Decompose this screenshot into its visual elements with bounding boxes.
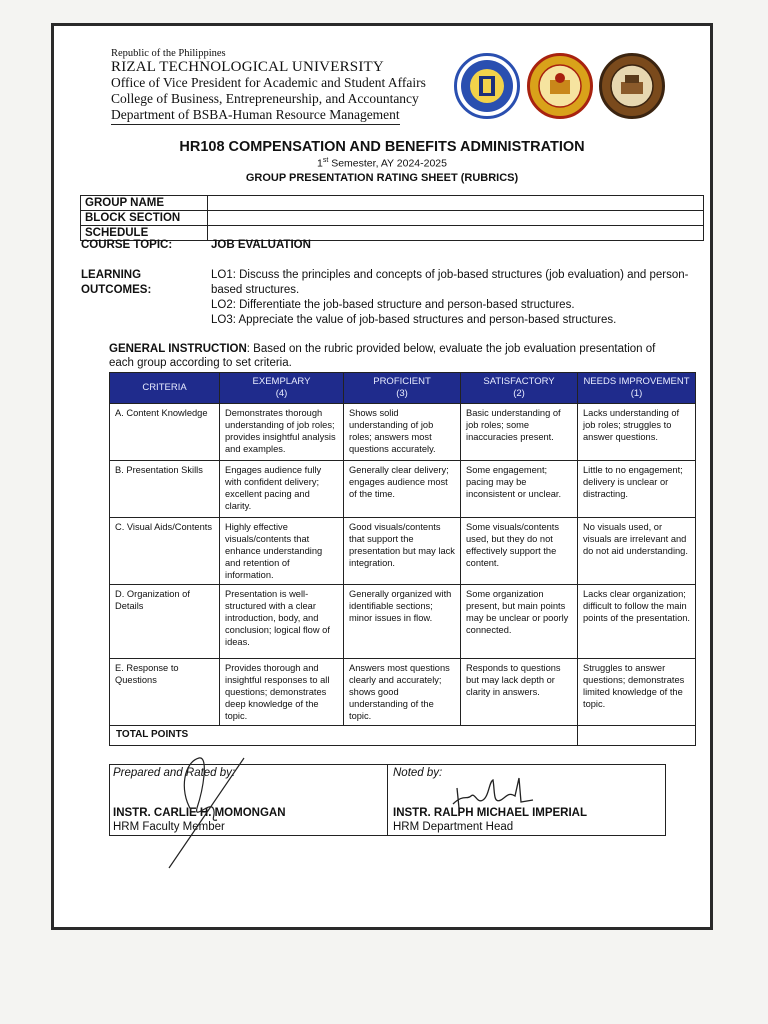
info-row-block-section bbox=[81, 211, 704, 226]
exemplary-cell: Demonstrates thorough understanding of job roles; provides insightful analysis and examples. bbox=[220, 404, 344, 461]
noted-by-label: Noted by: bbox=[393, 767, 443, 779]
needs-improvement-cell: Little to no engagement; delivery is unclear or distracting. bbox=[578, 461, 696, 518]
rubric-table bbox=[109, 372, 696, 746]
rubric-row-content bbox=[110, 404, 696, 461]
needs-improvement-cell: No visuals used, or visuals are irrelevant and do not aid understanding. bbox=[578, 518, 696, 585]
semester-text: Semester, AY 2024-2025 bbox=[328, 157, 447, 170]
proficient-cell: Shows solid understanding of job roles; answers most questions accurately. bbox=[344, 404, 461, 461]
satisfactory-cell: Responds to questions but may lack depth or clarity in answers. bbox=[461, 659, 578, 726]
exemplary-cell: Engages audience fully with confident delivery; excellent pacing and clarity. bbox=[220, 461, 344, 518]
rubric-header-row bbox=[110, 373, 696, 404]
semester-number: 1 bbox=[317, 157, 323, 170]
criteria-cell: C. Visual Aids/Contents bbox=[110, 518, 220, 585]
header-proficient: PROFICIENT (3) bbox=[344, 373, 461, 404]
exemplary-cell: Provides thorough and insightful responses to all questions; demonstrates deep knowledge of the topic. bbox=[220, 659, 344, 726]
semester-suffix: st bbox=[322, 157, 329, 164]
lo1-line-1: LO1: Discuss the principles and concepts of job-based structures (job evaluation) and person- bbox=[211, 269, 689, 281]
course-title: HR108 COMPENSATION AND BENEFITS ADMINISTRATION bbox=[179, 139, 585, 155]
prepared-by-title: HRM Faculty Member bbox=[113, 821, 225, 833]
group-name-field[interactable] bbox=[208, 196, 704, 211]
college-line: College of Business, Entrepreneurship, and Accountancy bbox=[111, 91, 419, 106]
exemplary-cell: Presentation is well-structured with a clear introduction, body, and conclusion; logical flow of ideas. bbox=[220, 585, 344, 659]
header-needs-improvement: NEEDS IMPROVEMENT (1) bbox=[578, 373, 696, 404]
info-row-schedule bbox=[81, 226, 704, 241]
block-section-label: BLOCK SECTION bbox=[81, 211, 208, 226]
total-points-field[interactable] bbox=[578, 726, 696, 746]
noted-by-title: HRM Department Head bbox=[393, 821, 514, 833]
prepared-by-signature-icon bbox=[139, 750, 259, 872]
satisfactory-cell: Some visuals/contents used, but they do not effectively support the content. bbox=[461, 518, 578, 585]
satisfactory-cell: Some organization present, but main points may be unclear or poorly connected. bbox=[461, 585, 578, 659]
rubric-row-organization bbox=[110, 585, 696, 659]
criteria-cell: B. Presentation Skills bbox=[110, 461, 220, 518]
rubric-total-row bbox=[110, 726, 696, 746]
noted-by-signature-icon bbox=[449, 774, 539, 814]
learning-outcomes-label-1: LEARNING bbox=[81, 269, 142, 281]
lo2-line: LO2: Differentiate the job-based structure and person-based structures. bbox=[211, 299, 575, 311]
needs-improvement-cell: Struggles to answer questions; demonstrates limited knowledge of the topic. bbox=[578, 659, 696, 726]
course-topic-value: JOB EVALUATION bbox=[211, 239, 311, 251]
group-info-table bbox=[80, 195, 704, 241]
block-section-field[interactable] bbox=[208, 211, 704, 226]
proficient-cell: Generally clear delivery; engages audience most of the time. bbox=[344, 461, 461, 518]
lo3-line: LO3: Appreciate the value of job-based structures and person-based structures. bbox=[211, 314, 617, 326]
exemplary-cell: Highly effective visuals/contents that enhance understanding and retention of information. bbox=[220, 518, 344, 585]
prepared-by-name: INSTR. CARLIE H. MOMONGAN bbox=[113, 807, 286, 819]
department-line: Department of BSBA-Human Resource Management bbox=[111, 107, 400, 125]
info-row-group-name bbox=[81, 196, 704, 211]
instruction-text: : Based on the rubric provided below, evaluate the job evaluation presentation of each group according to set criteria. bbox=[109, 343, 656, 369]
department-seal-icon bbox=[599, 53, 665, 119]
general-instruction bbox=[109, 342, 669, 370]
total-points-label: TOTAL POINTS bbox=[110, 726, 578, 746]
header-satisfactory: SATISFACTORY (2) bbox=[461, 373, 578, 404]
proficient-cell: Good visuals/contents that support the presentation but may lack integration. bbox=[344, 518, 461, 585]
course-topic-label: COURSE TOPIC: bbox=[81, 239, 173, 251]
proficient-cell: Generally organized with identifiable sections; minor issues in flow. bbox=[344, 585, 461, 659]
needs-improvement-cell: Lacks clear organization; difficult to follow the main points of the presentation. bbox=[578, 585, 696, 659]
satisfactory-cell: Some engagement; pacing may be inconsistent or unclear. bbox=[461, 461, 578, 518]
rtu-seal-icon bbox=[454, 53, 520, 119]
header-exemplary: EXEMPLARY (4) bbox=[220, 373, 344, 404]
proficient-cell: Answers most questions clearly and accurately; shows good understanding of the topic. bbox=[344, 659, 461, 726]
instruction-heading: GENERAL INSTRUCTION bbox=[109, 343, 247, 355]
satisfactory-cell: Basic understanding of job roles; some inaccuracies present. bbox=[461, 404, 578, 461]
university-name: RIZAL TECHNOLOGICAL UNIVERSITY bbox=[111, 59, 384, 75]
rubric-row-presentation bbox=[110, 461, 696, 518]
lo1-line-2: based structures. bbox=[211, 284, 300, 296]
republic-line: Republic of the Philippines bbox=[111, 48, 226, 59]
criteria-cell: E. Response to Questions bbox=[110, 659, 220, 726]
noted-by-name: INSTR. RALPH MICHAEL IMPERIAL bbox=[393, 807, 588, 819]
schedule-label: SCHEDULE bbox=[81, 226, 208, 241]
criteria-cell: A. Content Knowledge bbox=[110, 404, 220, 461]
document-frame bbox=[51, 23, 713, 930]
office-line: Office of Vice President for Academic and Student Affairs bbox=[111, 75, 426, 90]
rubric-row-response bbox=[110, 659, 696, 726]
sheet-title: GROUP PRESENTATION RATING SHEET (RUBRICS) bbox=[245, 172, 519, 184]
needs-improvement-cell: Lacks understanding of job roles; struggles to answer questions. bbox=[578, 404, 696, 461]
header-criteria: CRITERIA bbox=[110, 373, 220, 404]
college-seal-icon bbox=[527, 53, 593, 119]
prepared-by-label: Prepared and Rated by: bbox=[113, 767, 236, 779]
rubric-row-visual-aids bbox=[110, 518, 696, 585]
learning-outcomes-label-2: OUTCOMES: bbox=[81, 284, 152, 296]
semester-line bbox=[54, 157, 710, 170]
criteria-cell: D. Organization of Details bbox=[110, 585, 220, 659]
group-name-label: GROUP NAME bbox=[81, 196, 208, 211]
